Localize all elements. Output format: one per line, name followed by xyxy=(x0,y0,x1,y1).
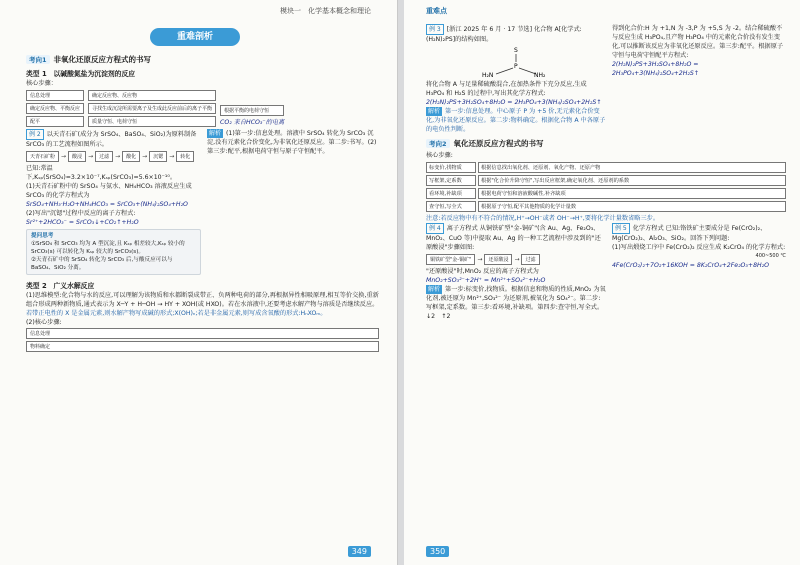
flow-step: 过滤 xyxy=(521,254,539,265)
answer-1: SrSO₄+NH₃·H₂O+NH₄HCO₃ = SrCO₃+(NH₄)₂SO₄+H₂O xyxy=(26,201,188,208)
page-header: 模块一 化学基本概念和理论 xyxy=(280,7,371,15)
note-tag: 提问思考 xyxy=(31,233,54,239)
analysis-tag: 解析 xyxy=(209,130,222,137)
flow-step: 转化 xyxy=(176,151,194,162)
mind-box: 信息处理 xyxy=(26,90,84,101)
steps-table xyxy=(426,162,786,212)
step-key: 标变价,找物质 xyxy=(426,162,476,173)
topic-title: 非氧化还原反应方程式的书写 xyxy=(53,55,152,64)
step-value: 根据电荷守恒和溶液酸碱性,补齐缺项 xyxy=(478,188,786,199)
answer-3: 2(H₂N)₂PS+3H₂SO₄+8H₂O = 2H₃PO₄+3(NH₄)₂SO₄+2H₂S↑ xyxy=(426,99,602,106)
analysis-text: 第一步:信息处理。中心原子 P 为 +5 价,无元素化合价变化,为非氧化还原反应。第二步:物料确定。根据化合物 A 中各原子的电负性判断。 xyxy=(426,108,606,133)
example-label: 例 3 xyxy=(426,24,444,35)
question-5: (1)写出煅烧工序中 Fe(CrO₂)₂ 反应生成 K₂CrO₄ 的化学方程式: xyxy=(612,244,786,251)
known-data: 已知:常温下,Kₛₚ(SrSO₄)=3.2×10⁻⁷,Kₛₚ(SrCO₃)=5.6×10⁻¹⁰。 xyxy=(26,165,177,181)
mind-box: 寻找生成沉淀所需要离子及生成此反应前后的离子平衡 xyxy=(88,103,216,114)
svg-text:S: S xyxy=(514,47,518,54)
process-flow: 天青石矿粉 → 酸浸 → 过滤 → 酸化 → 沉锶 → 转化 xyxy=(26,151,201,162)
example-label: 例 5 xyxy=(612,223,630,234)
mind-box: 质量守恒、电荷守恒 xyxy=(88,116,216,127)
topic-heading xyxy=(26,54,379,65)
topic-heading xyxy=(426,138,786,149)
flow-step: 酸浸 xyxy=(68,151,86,162)
svg-text:NH₂: NH₂ xyxy=(534,72,546,78)
reaction-condition: 400~500 ℃ xyxy=(755,253,786,259)
core-box: 物料确定 xyxy=(26,341,379,352)
step-value: 根据原子守恒,配平其他物质的化学计量数 xyxy=(478,201,786,212)
question-2: (2)写出"沉锶"过程中反应的离子方程式: xyxy=(26,210,136,217)
svg-text:P: P xyxy=(514,63,518,70)
mind-box: 根据平衡的电荷守恒 xyxy=(220,105,284,116)
question-1: (1)天青石矿粉中的 SrSO₄ 与氨水、NH₄HCO₃ 溶液反应生成 SrCO₃ 的化学方程式为 xyxy=(26,183,192,199)
molecule-structure xyxy=(426,44,606,80)
example-text-2: 将化合物 A 与足量稀硫酸混合,在加热条件下充分反应,生成 H₃PO₄ 和 H₂S 的过程中,写出其化学方程式: xyxy=(426,81,587,97)
section-banner: 重难剖析 xyxy=(150,28,240,46)
flow-step: 天青石矿粉 xyxy=(26,151,59,162)
type2-core: (2)核心步骤: xyxy=(26,319,62,326)
type1-title: 类型 1 以碱酸氮盐为沉淀剂的反应 xyxy=(26,70,136,78)
think-note xyxy=(26,229,201,275)
core-steps xyxy=(26,328,379,352)
example-text: 离子方程式 从铜铁矿型"金-铜矿"(含 Au、Ag、Fe₂O₃、MnO₂、CuO 等)中提取 Au、Ag 的一种工艺流程中涉及到的"还原酸浸"步骤如图: xyxy=(426,225,601,251)
step-key: 看环境,补缺项 xyxy=(426,188,476,199)
step-value: 根据"化合价升降守恒",写出反应框架,确定氧化剂、还原剂的系数 xyxy=(478,175,786,186)
analysis-text: 第一步:标变价,找物质。根据信息和物质的性质,MnO₂ 为氧化剂,被还原为 Mn²⁺,SO₃²⁻ 为还原剂,被氧化为 SO₄²⁻。第二步:写框架,定系数。第三步:看环境,补缺项。第四步:查守恒,写全式。 xyxy=(426,286,606,311)
type2-hint: 若带正电性的 X 是金属元素,则水解产物写成碱的形式;X(OH)ₙ;若是非金属元素,则写成含氧酸的形式:HₙXOₘ。 xyxy=(26,310,327,317)
page-header xyxy=(426,0,786,24)
process-flow: 铜铁矿型"金-铜矿" → 还原酸浸 → 过滤 xyxy=(426,254,606,265)
type2-text: (1)思维模型:化合物与水的反应,可以理解为该物质和水都断裂成带正、负两种电荷的部分,再根据异性相吸原理,相互等价交换,重新组合形成两种新物质,通式表示为 X─Y + H─OH → HY + XOH(或 HXO)。若在水溶液中,还要考虑水解产物与溶质是否继续反应。 xyxy=(26,292,379,308)
core-box: 信息处理 xyxy=(26,328,379,339)
step-key: 查守恒,写全式 xyxy=(426,201,476,212)
right-col-answer: 2(H₂N)₂PS+3H₂SO₄+8H₂O = 2H₃PO₄+3(NH₄)₂SO₄+2H₂S↑ xyxy=(612,61,699,77)
handwritten-note: CO₂ 来自HCO₃⁻的电离 xyxy=(220,119,285,126)
example-text: 化学方程式 已知:铬铁矿主要成分是 Fe(CrO₂)₂、Mg(CrO₂)₂、Al₂O₃、SiO₂。回答下列问题: xyxy=(612,225,767,242)
example-2 xyxy=(26,129,379,277)
topic-tag: 考向1 xyxy=(26,55,50,64)
core-title: 核心步骤: xyxy=(426,152,453,159)
step-key: 写框架,定系数 xyxy=(426,175,476,186)
example-label: 例 4 xyxy=(426,223,444,234)
analysis-tag: 解析 xyxy=(428,286,441,293)
step-value: 根据信息找出氧化剂、还原剂、氧化产物、还原产物 xyxy=(478,162,786,173)
flow-step: 铜铁矿型"金-铜矿" xyxy=(426,254,475,265)
answer-5: 4Fe(CrO₂)₂+7O₂+16KOH = 8K₂CrO₄+2Fe₂O₃+8H₂O xyxy=(612,262,770,269)
mind-map xyxy=(26,90,379,127)
mind-box: 确定反应物、平衡反应 xyxy=(26,103,84,114)
example-label: 例 2 xyxy=(26,129,44,140)
flow-step: 酸化 xyxy=(122,151,140,162)
right-page xyxy=(404,0,800,565)
page-number: 349 xyxy=(348,546,371,557)
example-text: 以天青石矿(成分为 SrSO₄、BaSO₄、SiO₂)为原料制备 SrCO₃ 的工艺流程如图所示。 xyxy=(26,131,197,148)
question-4: "还原酸浸"时,MnO₂ 反应的离子方程式为 xyxy=(426,268,539,275)
type2-title: 类型 2 广义水解反应 xyxy=(26,282,95,290)
left-page xyxy=(0,0,398,565)
analysis-tag: 解析 xyxy=(428,108,441,115)
svg-text:H₂N: H₂N xyxy=(482,72,494,78)
mind-box: 配平 xyxy=(26,116,84,127)
flow-step: 还原酸浸 xyxy=(484,254,512,265)
note-item: ①SrSO₄ 和 SrCO₃ 均为 A 型沉淀,且 Kₛₚ 相差较大,Kₛₚ 较小的 SrCO₃(s) 可以转化为 Kₛₚ 较大的 SrCO₃(s)。 xyxy=(31,241,185,255)
answer-2: Sr²⁺+2HCO₃⁻ = SrCO₃↓+CO₂↑+H₂O xyxy=(26,219,139,226)
answer-4: MnO₂+SO₃²⁻+2H⁺ = Mn²⁺+SO₄²⁻+H₂O xyxy=(426,277,546,284)
example-text: [浙江 2025 年 6 月 · 17 节选] 化合物 A[化学式:(H₂N)₂PS]的结构如图。 xyxy=(426,26,582,43)
topic-tag: 考向2 xyxy=(426,139,450,148)
mind-title: 核心步骤： xyxy=(26,80,57,87)
electron-arrows: ↓2 ↑2 xyxy=(426,313,451,320)
topic-title: 氧化还原反应方程式的书写 xyxy=(453,139,544,148)
header-text: 重难点 xyxy=(426,7,447,15)
flow-step: 沉锶 xyxy=(149,151,167,162)
structure-diagram xyxy=(476,44,556,78)
mind-box: 确定反应物、反应物 xyxy=(88,90,216,101)
page-number: 350 xyxy=(426,546,449,557)
flow-step: 过滤 xyxy=(95,151,113,162)
note-item: ②天青石矿中的 SrSO₄ 转化为 SrCO₃ 后,与酸反应可以与 BaSO₄、SiO₂ 分离。 xyxy=(31,257,173,271)
right-col-text: 得到化合价:H 为 +1,N 为 -3,P 为 +5,S 为 -2。结合稀硫酸不与反应生成 H₃PO₄,且产物 H₃PO₄ 中的元素化合价没有发生变化,可以推断该反应为非氧化还原反应。第三步:配平。根据原子守恒与电荷守恒配平方程式: xyxy=(612,25,784,59)
analysis-text: (1)第一步:信息处理。溶液中 SrSO₄ 转化为 SrCO₃ 沉淀,没有元素化合价变化,为非氧化还原反应。第二步:书写。(2)第三步:配平,根据电荷守恒与原子守恒配平。 xyxy=(207,130,377,155)
attention-note: 注意:若反应物中有不符合的情况,H⁺→OH⁻或者 OH⁻→H⁺,要将化学计量数省略三步。 xyxy=(426,215,660,222)
